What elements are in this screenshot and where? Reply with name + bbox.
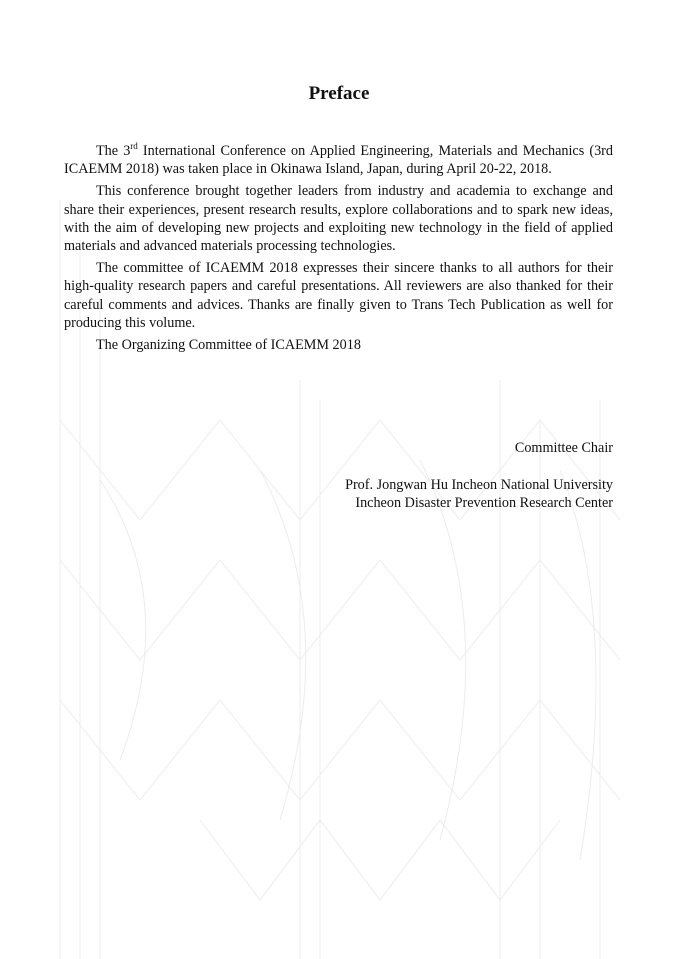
page-title: Preface — [308, 83, 370, 104]
ordinal-superscript: rd — [130, 141, 138, 151]
author-line-1: Prof. Jongwan Hu Incheon National University — [345, 477, 613, 493]
paragraph-intro — [64, 142, 613, 178]
paragraph-intro-post: International Conference on Applied Engineering, Materials and Mechanics (3rd ICAEMM 2018) was taken place in Okinawa Island, Japan, during April 20-22, 2018. — [64, 143, 614, 178]
preface-body — [64, 142, 613, 358]
paragraph-intro-pre: The 3 — [96, 143, 131, 159]
signature-author — [345, 476, 613, 512]
paragraph-committee: The Organizing Committee of ICAEMM 2018 — [96, 337, 361, 354]
paragraph-conference: This conference brought together leaders from industry and academia to exchange and share their experiences, present research results, explore collaborations and to spark new ideas, with the aim of developing new projects and exploiting new technology in the field of applied materials and advanced materials processing technologies. — [64, 183, 613, 255]
author-line-2: Incheon Disaster Prevention Research Center — [355, 495, 613, 512]
paragraph-thanks: The committee of ICAEMM 2018 expresses their sincere thanks to all authors for their high-quality research papers and careful presentations. All reviewers are also thanked for their careful comments and advices. Thanks are finally given to Trans Tech Publication as well for producing this volume. — [64, 260, 613, 331]
signature-role: Committee Chair — [514, 440, 613, 456]
